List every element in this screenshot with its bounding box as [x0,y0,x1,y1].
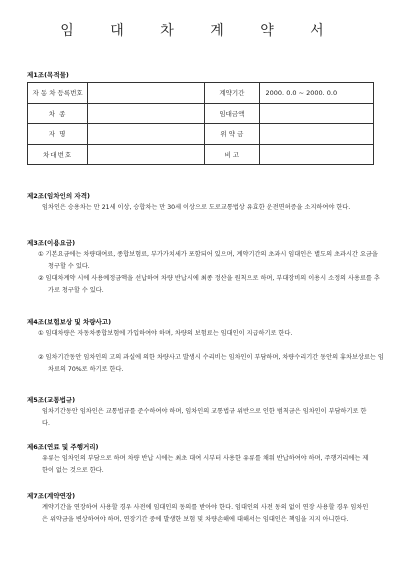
article1-heading: 제1조(목적물) [27,71,69,79]
article7-heading: 제7조(계약연장) [27,492,76,500]
table-value-cell [88,124,205,145]
article5-text: 임차기간동안 임차인은 교통법규를 준수하여야 하며, 임차인의 교통법규 위반으로 인한 범칙금은 임차인이 부담하기로 한다. [42,408,367,427]
article7-text: 계약기간을 연장하여 사용할 경우 사전에 임대인의 동의를 받아야 한다. 임대인의 사전 동의 없이 연장 사용할 경우 임차인은 위약금을 변상하여야 하며, 연장기간 중에 발생한 보험 및 차량손해에 대해서는 임대인은 책임을 지지 아니한다. [42,504,369,523]
table-value-cell [259,124,373,145]
article3-item-2: ② 임대차계약 시에 사용예정금액을 선납하여 차량 반납시에 최종 정산을 원칙으로 하며, 부대장비의 이용시 소정의 사용료를 추가로 청구할 수 있다. [38,275,380,294]
article6-heading: 제6조(연료 및 주행거리) [27,443,99,451]
document-title: 임 대 차 계 약 서 [60,23,340,39]
article4-item-2: ② 임차기간동안 임차인의 고의 과실에 의한 차량사고 발생시 수리비는 임차인이 부담하며, 차량수리기간 동안의 휴차보상료는 임차료의 70%로 하기로 한다. [38,354,384,373]
table-row [28,144,374,165]
article2-text: 임차인은 승용차는 만 21세 이상, 승합차는 만 30세 이상으로 도로교통법상 유효한 운전면허증을 소지하여야 한다. [42,204,351,211]
article3-item-1: ① 기본요금에는 차량대여료, 종합보험료, 부가가치세가 포함되어 있으며, 계약기간의 초과시 임대인은 별도의 초과시간 요금을 청구할 수 있다. [38,251,378,270]
table-label-cell: 차대번호 [28,144,88,165]
table-row [28,103,374,124]
article5-heading: 제5조(교통법규) [27,396,76,404]
table-label-cell: 위 약 금 [205,124,259,145]
table-value-cell: 2000. 0.0 ~ 2000. 0.0 [259,83,373,104]
table-value-cell [88,103,205,124]
table-label-cell: 임대금액 [205,103,259,124]
table-value-cell [259,144,373,165]
table-label-cell: 계약기간 [205,83,259,104]
article6-text: 유류는 임차인의 부담으로 하며 차량 반납 시에는 최초 대여 시부터 사용한 유류를 채워 반납하여야 하며, 주행거리에는 제한이 없는 것으로 한다. [42,455,369,474]
table-value-cell [88,144,205,165]
table-label-cell: 자 명 [28,124,88,145]
table-label-cell: 차 종 [28,103,88,124]
article4-item-1: ① 임대차량은 자동차종합보험에 가입하여야 하며, 차량의 보험료는 임대인이 지급하기로 한다. [38,330,293,337]
table-row [28,124,374,145]
table-value-cell [259,103,373,124]
table-row [28,83,374,104]
table-value-cell [88,83,205,104]
table-label-cell: 비 고 [205,144,259,165]
article3-heading: 제3조(이용요금) [27,239,76,247]
vehicle-info-table [27,82,374,165]
article2-heading: 제2조(임차인의 자격) [27,192,90,200]
article4-heading: 제4조(보험보상 및 차량사고) [27,318,112,326]
table-label-cell: 자 동 차 등록번호 [28,83,88,104]
